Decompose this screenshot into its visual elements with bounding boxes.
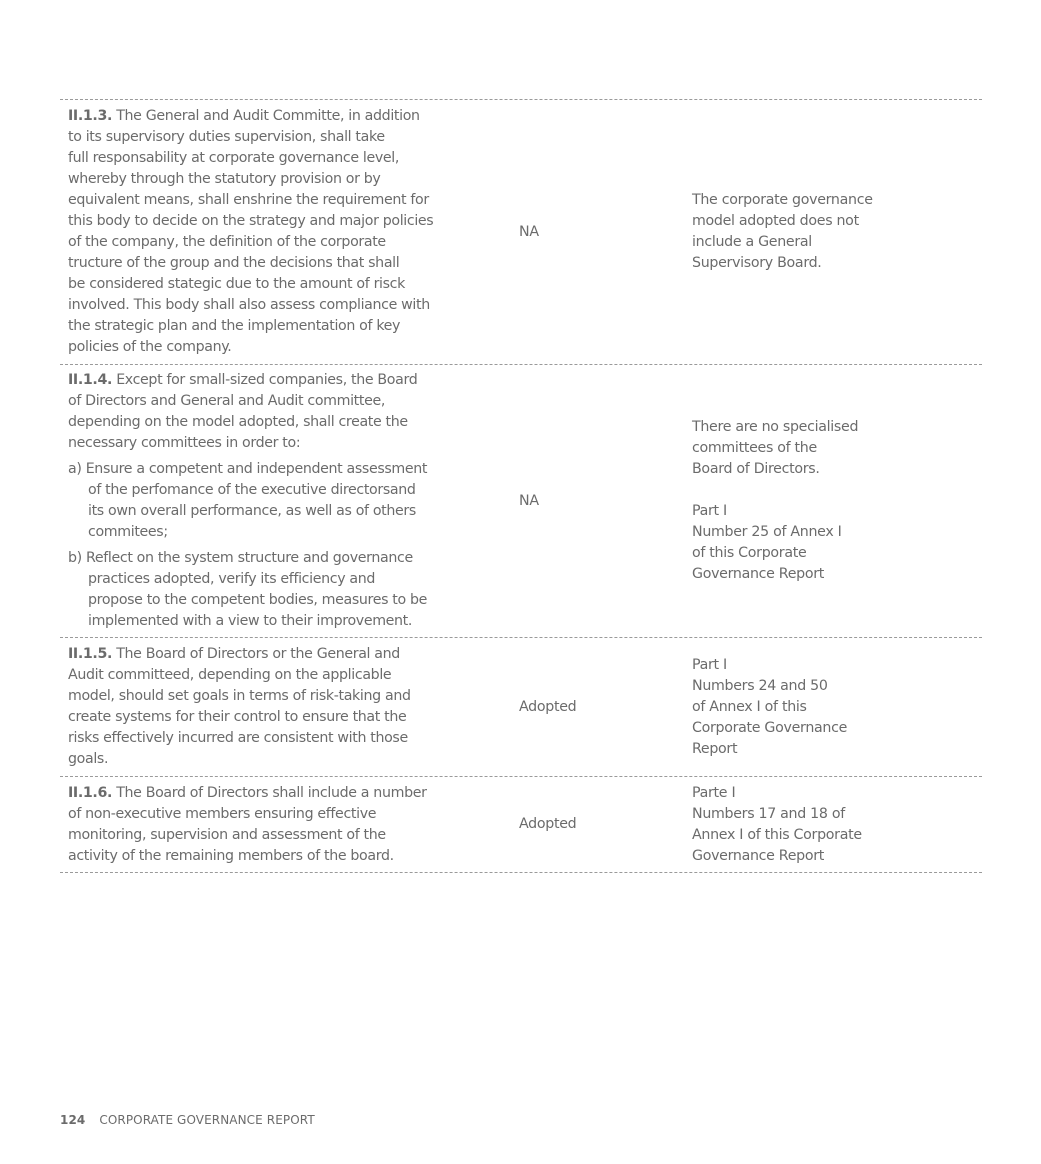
recommendation-text (60, 106, 511, 358)
report-title: CORPORATE GOVERNANCE REPORT (99, 1113, 315, 1127)
note-line: of Annex I of this (692, 698, 807, 715)
text-line: this body to decide on the strategy and major policies (68, 213, 434, 229)
page-number: 124 (60, 1113, 86, 1127)
note-line: Report (692, 740, 738, 757)
compliance-status: Adopted (519, 698, 577, 715)
recommendation-text (60, 644, 511, 770)
compliance-status: NA (519, 223, 539, 240)
compliance-note (684, 190, 982, 274)
recommendations-table (60, 99, 982, 873)
text-line: be considered stategic due to the amount of risck (68, 276, 405, 292)
text-line: monitoring, supervision and assessment of the (68, 826, 386, 843)
compliance-status: Adopted (519, 816, 577, 832)
list-item (68, 548, 511, 632)
text-line: II.1.5. The Board of Directors or the General and (68, 646, 400, 662)
note-line: include a General (692, 234, 812, 250)
note-line: There are no specialised (692, 419, 859, 435)
page-footer (60, 1113, 315, 1127)
text-line: II.1.4. Except for small-sized companies, the Board (68, 372, 418, 388)
compliance-note (684, 783, 982, 867)
text-line: necessary committees in order to: (68, 435, 301, 451)
compliance-note (684, 655, 982, 760)
text-line: create systems for their control to ensure that the (68, 709, 407, 725)
text-line: of Directors and General and Audit committee, (68, 393, 386, 409)
table-row (60, 638, 982, 777)
note-line: Corporate Governance (692, 719, 848, 736)
text-line: tructure of the group and the decisions that shall (68, 255, 400, 271)
note-line: model adopted does not (692, 213, 859, 229)
text-line: of the company, the definition of the corporate (68, 234, 386, 250)
text-line: a) Ensure a competent and independent assessment (68, 461, 428, 477)
text-line: equivalent means, shall enshrine the requirement for (68, 192, 429, 208)
text-line: commitees; (88, 524, 168, 540)
table-row (60, 365, 982, 638)
table-row (60, 777, 982, 873)
text-line: activity of the remaining members of the board. (68, 847, 394, 864)
recommendation-text (60, 783, 511, 867)
text-line: II.1.3. The General and Audit Committe, in addition (68, 108, 420, 124)
note-line: Governance Report (692, 847, 825, 864)
text-line: Audit committeed, depending on the applicable (68, 667, 392, 683)
note-line: Governance Report (692, 566, 825, 582)
text-line: the strategic plan and the implementation of key (68, 318, 401, 334)
note-line: committees of the (692, 440, 817, 456)
note-line: Supervisory Board. (692, 255, 822, 271)
note-line: Part I (692, 656, 727, 673)
text-line: model, should set goals in terms of risk-taking and (68, 688, 411, 704)
recommendation-ref: II.1.4. (68, 372, 113, 388)
text-line: policies of the company. (68, 339, 232, 355)
text-line: goals. (68, 751, 109, 767)
compliance-note (684, 417, 982, 585)
compliance-status: NA (519, 492, 539, 509)
note-line: Numbers 17 and 18 of (692, 805, 845, 822)
note-line: Part I (692, 503, 727, 519)
note-line: Annex I of this Corporate (692, 826, 862, 843)
recommendation-text (60, 370, 511, 632)
note-spacer (692, 480, 982, 501)
text-line: depending on the model adopted, shall create the (68, 414, 408, 430)
recommendation-ref: II.1.6. (68, 784, 113, 801)
recommendation-ref: II.1.5. (68, 646, 113, 662)
text-line: propose to the competent bodies, measures to be (88, 592, 428, 608)
note-line: Number 25 of Annex I (692, 524, 842, 540)
note-line: Board of Directors. (692, 461, 820, 477)
text-line: practices adopted, verify its efficiency and (88, 571, 376, 587)
note-line: The corporate governance (692, 192, 873, 208)
list-item (68, 459, 511, 543)
text-line: II.1.6. The Board of Directors shall include a number (68, 784, 427, 801)
text-line: of non-executive members ensuring effective (68, 805, 377, 822)
recommendation-ref: II.1.3. (68, 108, 113, 124)
note-line: of this Corporate (692, 545, 807, 561)
text-line: to its supervisory duties supervision, shall take (68, 129, 385, 145)
text-line: its own overall performance, as well as of others (88, 503, 416, 519)
text-line: implemented with a view to their improvement. (88, 613, 413, 629)
text-line: involved. This body shall also assess compliance with (68, 297, 430, 313)
table-row (60, 100, 982, 365)
text-line: b) Reflect on the system structure and governance (68, 550, 413, 566)
note-line: Numbers 24 and 50 (692, 677, 828, 694)
text-line: risks effectively incurred are consistent with those (68, 730, 408, 746)
text-line: full responsability at corporate governance level, (68, 150, 400, 166)
text-line: of the perfomance of the executive directorsand (88, 482, 416, 498)
text-line: whereby through the statutory provision or by (68, 171, 381, 187)
note-line: Parte I (692, 784, 736, 801)
